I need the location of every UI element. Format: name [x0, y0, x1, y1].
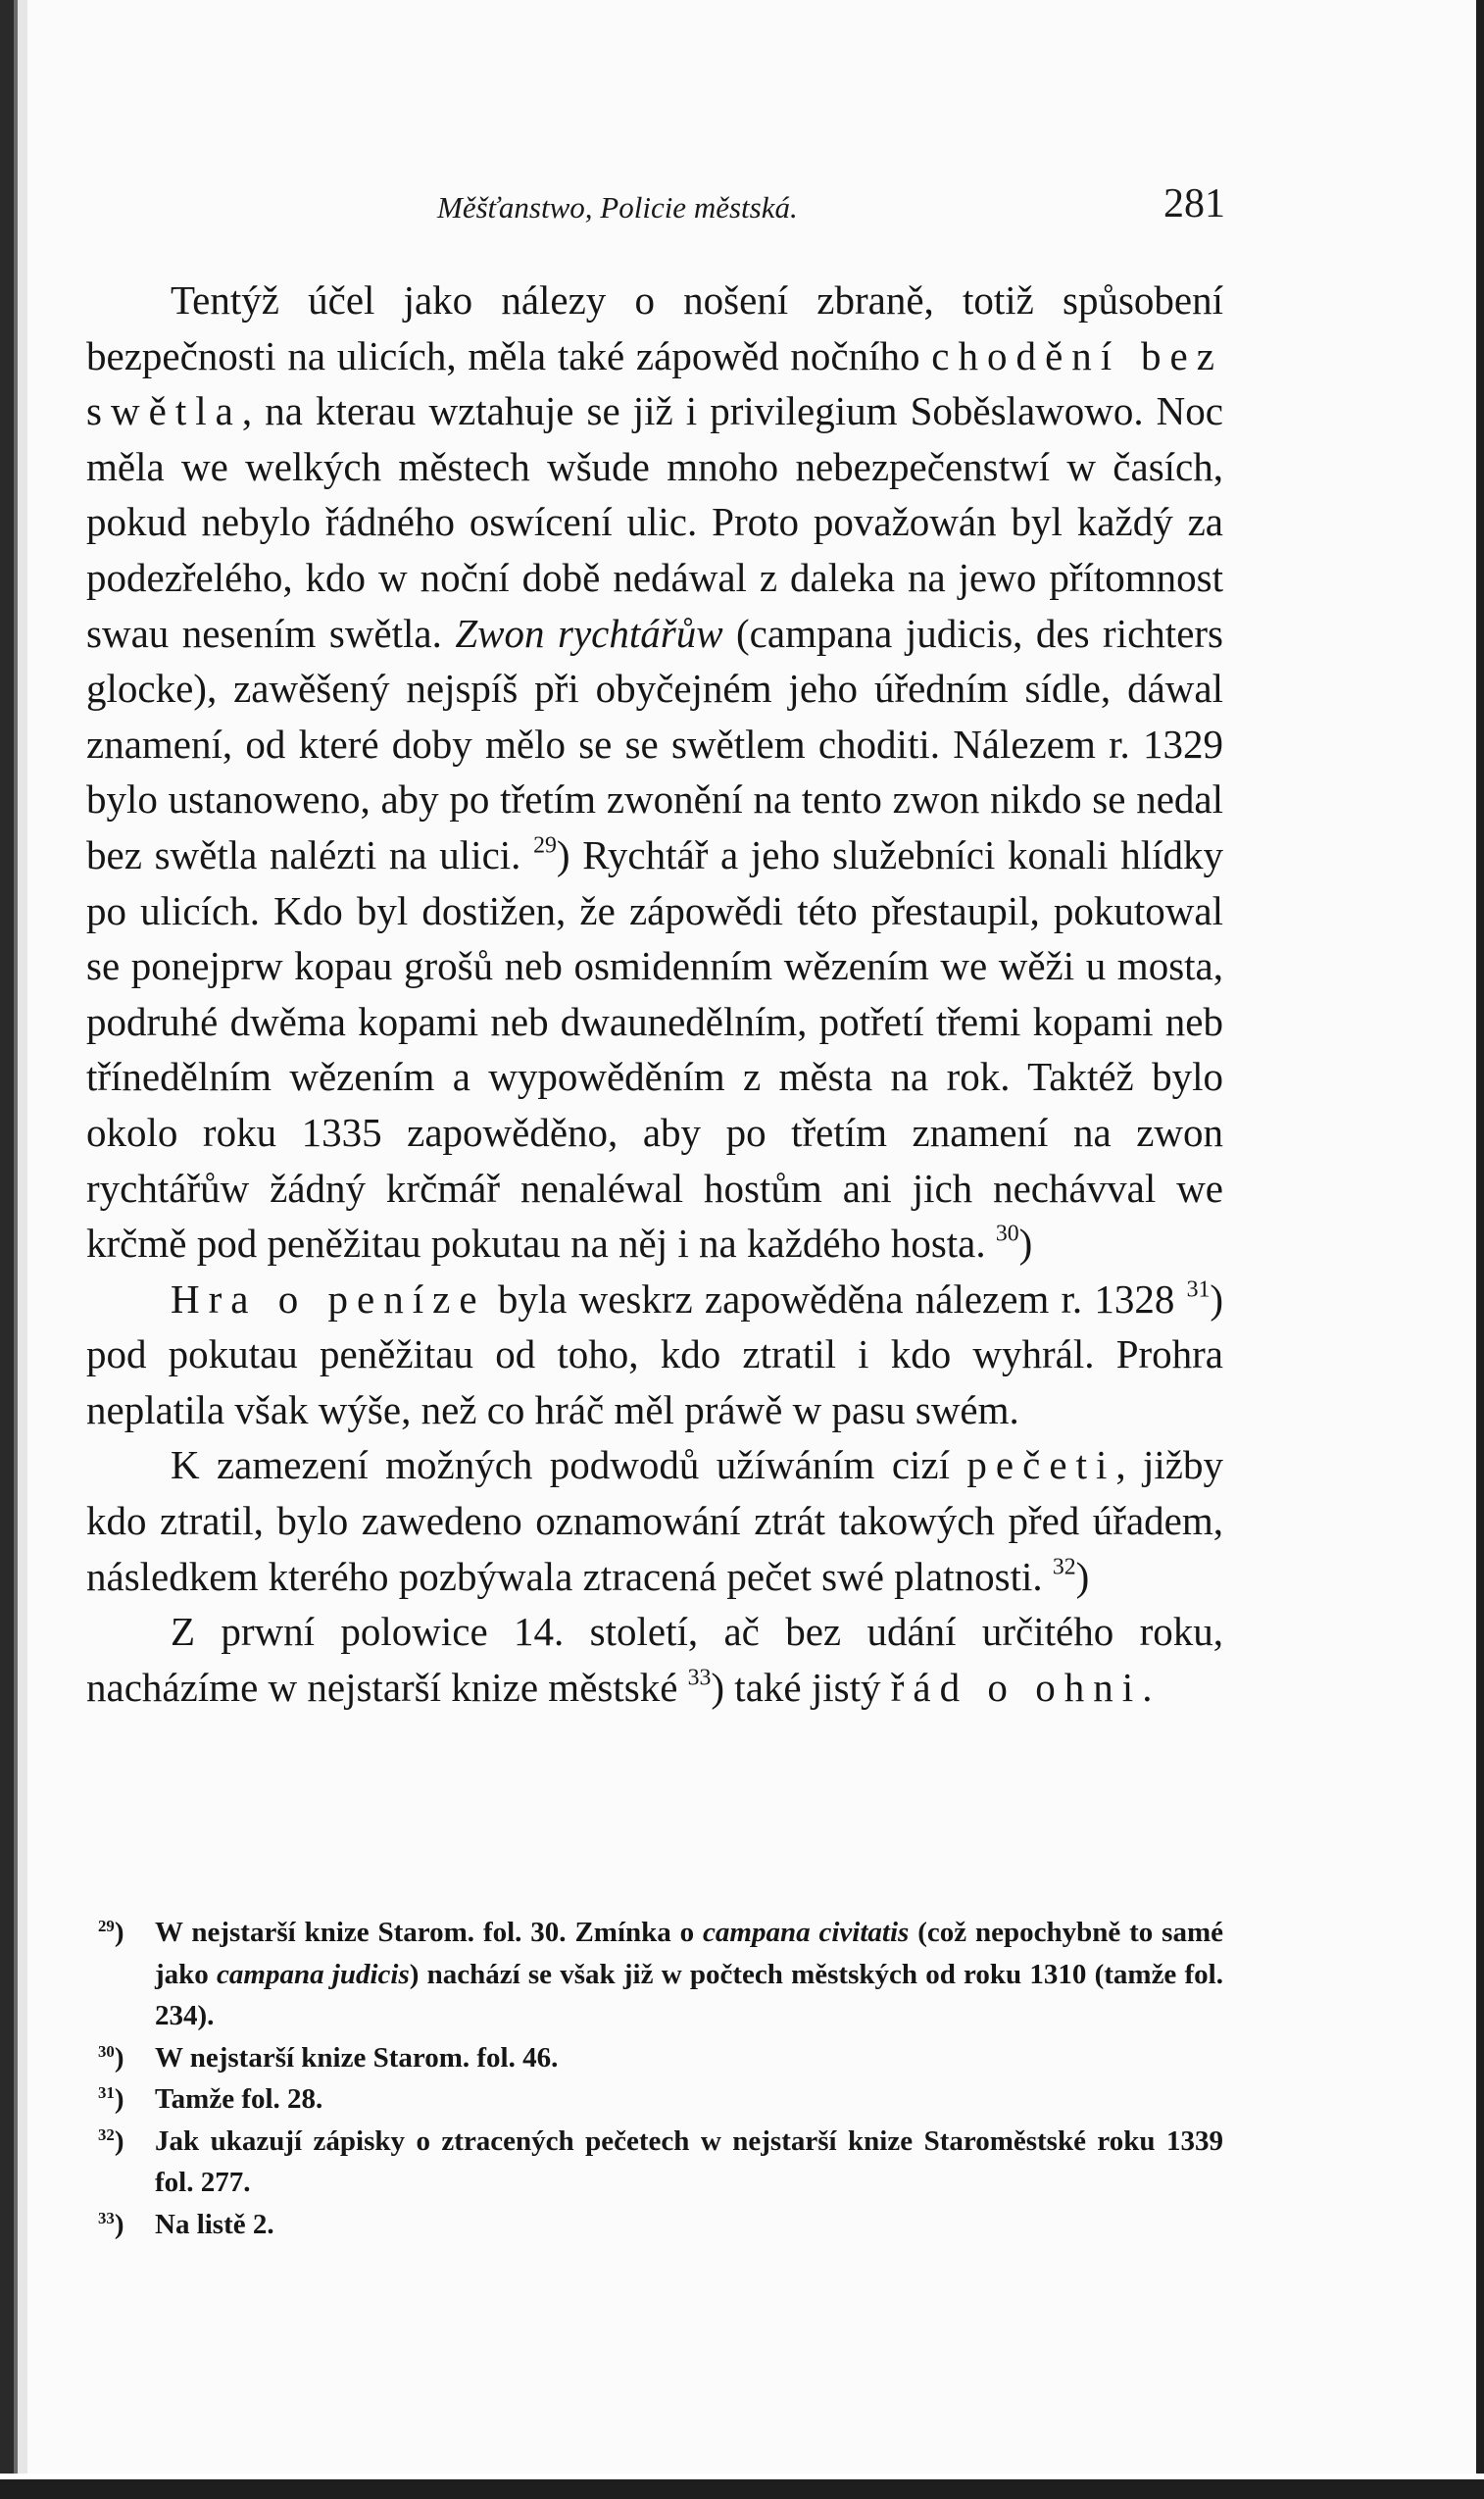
- main-text: [86, 273, 1223, 1715]
- paragraph-fire-order: Z prwní polowice 14. století, ač bez udání určitého roku, nacházíme w nejstarší knize městské $^{33}$) také jistý řád o ohni.: [86, 1609, 1223, 1710]
- page-number: 281: [1163, 181, 1225, 226]
- footnote-31: $^{31}$) Tamže fol. 28.: [98, 2082, 323, 2115]
- footnote-ref: 31: [1186, 1276, 1211, 1303]
- footnote-ref: 30: [995, 1221, 1019, 1247]
- scan-border-bottom: [0, 2474, 1484, 2499]
- paragraph-night-light: Tentýž účel jako nálezy o nošení zbraně, totiž spůsobení bezpečnosti na ulicích, měla také zápowěd nočního chodění bez swětla, na kterau wztahuje se již i privilegium Soběslawowo. Noc měla we welkých městech wšude mnoho nebezpečenstwí w časích, pokud nebylo řádného oswícení ulic. Proto považowán byl každý za podezřelého, kdo w noční době nedáwal z daleka na jewo přítomnost swau nesením swětla. Zwon rychtářůw (campana judicis, des richters glocke), zawěšený nejspíš při obyčejném jeho úředním sídle, dáwal znamení, od které doby mělo se se swětlem choditi. Nálezem r. 1329 bylo ustanoweno, aby po třetím zwonění na tento zwon nikdo se nedal bez swětla nalézti na ulici. $^{29}$) Rychtář a jeho služebníci konali hlídky po ulicích. Kdo byl dostižen, že zápowědi této přestaupil, pokutowal se ponejprw kopau grošů neb osmidenním wězením we wěži u mosta, podruhé dwěma kopami neb dwaunedělním, potřetí třemi kopami neb třínedělním wězením a wypowěděním z města na rok. Taktéž bylo okolo roku 1335 zapowěděno, aby po třetím znamení na zwon rychtářůw žádný krčmář nenaléwal hostům ani jich nechávval we krčmě pod peněžitau pokutau na něj i na každého hosta. $^{30}$): [86, 277, 1223, 1267]
- footnote-29: $^{29}$) W nejstarší knize Starom. fol. 30. Zmínka o campana civitatis (což nepochybně to samé jako campana judicis) nachází se však již w počtech městských od roku 1310 (tamže fol. 234).: [98, 1916, 1223, 2031]
- paragraph-seal: K zamezení možných podwodů užíwáním cizí pečeti, jižby kdo ztratil, bylo zawedeno oznamowání ztrát takowých před úřadem, následkem kterého pozbýwala ztracená pečet swé platnosti. $^{32}$): [86, 1442, 1223, 1599]
- paragraph-gambling: Hra o peníze byla weskrz zapowěděna nálezem r. 1328 $^{31}$) pod pokutau peněžitau od toho, kdo ztratil i kdo wyhrál. Prohra neplatila však wýše, než co hráč měl práwě w pasu swém.: [86, 1275, 1224, 1432]
- footnote-30: $^{30}$) W nejstarší knize Starom. fol. 46.: [98, 2041, 559, 2074]
- footnotes: [86, 1912, 1223, 2245]
- page-spine-edge: [0, 0, 27, 2499]
- footnote-32: $^{32}$) Jak ukazují zápisky o ztracených pečetech w nejstarší knize Staroměstské roku 1339 fol. 277.: [98, 2124, 1223, 2198]
- footnote-ref: 32: [1052, 1554, 1076, 1580]
- running-title: Měšťanstwo, Policie městská.: [437, 190, 798, 225]
- footnote-ref: 33: [687, 1665, 712, 1691]
- footnote-33: $^{33}$) Na listě 2.: [98, 2208, 274, 2240]
- scan-border-right: [1476, 0, 1484, 2499]
- page-header: [88, 175, 1225, 243]
- footnote-ref: 29: [533, 832, 557, 859]
